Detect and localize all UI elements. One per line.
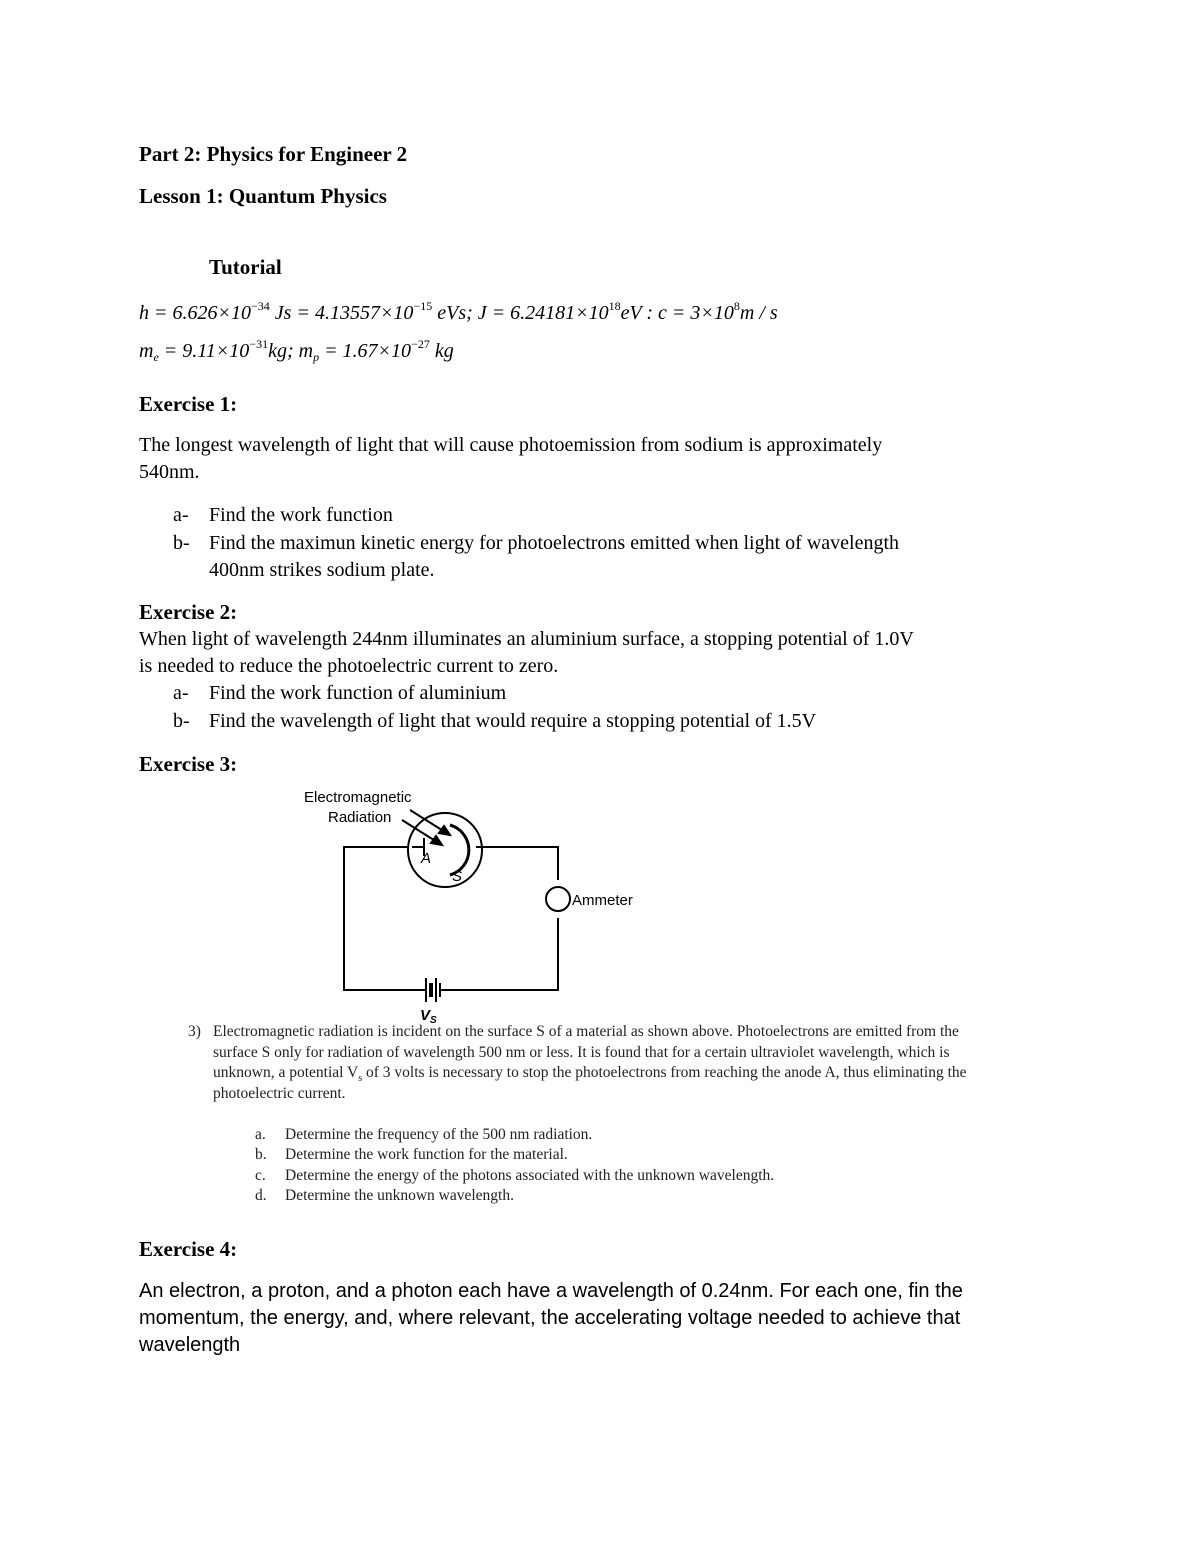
exponent: −15 bbox=[413, 299, 433, 313]
exercise-1-title: Exercise 1: bbox=[139, 392, 238, 416]
exercise-3-title: Exercise 3: bbox=[139, 752, 238, 776]
list-marker: b- bbox=[173, 710, 190, 732]
exercise-1-item-a: Find the work function bbox=[209, 504, 393, 526]
voltage-subscript: S bbox=[430, 1015, 437, 1025]
voltage-symbol: V bbox=[420, 1007, 431, 1024]
planck-constant: h = 6.626×10 bbox=[139, 302, 251, 324]
planck-ev: Js = 4.13557×10 bbox=[269, 302, 414, 324]
speed-unit: m / s bbox=[739, 302, 778, 324]
exercise-1-text-line-2: 540nm. bbox=[139, 461, 200, 483]
label-electromagnetic: Electromagnetic bbox=[304, 789, 412, 806]
label-anode: A bbox=[421, 850, 432, 867]
exercise-4-text: An electron, a proton, and a photon each have a wavelength of 0.24nm. For each one, fin the momentum, the energy, and, where relevant, the accelerating voltage needed to achieve that wavelength bbox=[139, 1280, 963, 1356]
exponent: −31 bbox=[249, 337, 269, 351]
exponent: 8 bbox=[733, 299, 740, 313]
exercise-2-text-line-1: When light of wavelength 244nm illuminates an aluminium surface, a stopping potential of 1.0V bbox=[139, 628, 914, 650]
exercise-3-number: 3) bbox=[188, 1023, 201, 1040]
exercise-3-text-line-3 bbox=[213, 1064, 967, 1084]
joule-conversion: eVs; J = 6.24181×10 bbox=[432, 302, 609, 324]
exercise-3-text-line-2: surface S only for radiation of wavelength 500 nm or less. It is found that for a certain ultraviolet wavelength, which is bbox=[213, 1044, 950, 1061]
exercise-2-text-line-2: is needed to reduce the photoelectric current to zero. bbox=[139, 655, 559, 677]
subscript: e bbox=[153, 350, 159, 364]
label-ammeter: Ammeter bbox=[572, 892, 633, 909]
phototube bbox=[408, 813, 482, 887]
exponent: −34 bbox=[251, 299, 270, 313]
mass-unit: kg bbox=[429, 340, 454, 362]
proton-mass-value: = 1.67×10 bbox=[319, 340, 412, 362]
text-fragment: unknown, a potential V bbox=[213, 1064, 359, 1081]
list-marker: d. bbox=[255, 1187, 267, 1204]
electron-mass-symbol: m bbox=[139, 340, 154, 362]
battery bbox=[426, 978, 440, 1002]
lesson-title: Lesson 1: Quantum Physics bbox=[139, 184, 387, 208]
list-marker: a- bbox=[173, 504, 189, 526]
ammeter bbox=[546, 887, 570, 911]
exercise-1-item-b: Find the maximun kinetic energy for photoelectrons emitted when light of wavelength bbox=[209, 532, 900, 554]
speed-of-light: eV : c = 3×10 bbox=[620, 302, 734, 324]
exercise-3-item-b: Determine the work function for the material. bbox=[285, 1146, 568, 1163]
exercise-3-text-line-1: Electromagnetic radiation is incident on the surface S of a material as shown above. Photoelectrons are emitted from the bbox=[213, 1023, 959, 1040]
exponent: 18 bbox=[608, 299, 621, 313]
exercise-2-item-a: Find the work function of aluminium bbox=[209, 682, 507, 704]
exercise-2-item-b: Find the wavelength of light that would require a stopping potential of 1.5V bbox=[209, 710, 817, 732]
text-fragment: of 3 volts is necessary to stop the photoelectrons from reaching the anode A, thus eliminating the bbox=[366, 1064, 967, 1081]
exercise-3-text-line-4: photoelectric current. bbox=[213, 1085, 346, 1102]
photoelectric-circuit-diagram bbox=[290, 780, 670, 1025]
constants-line-1 bbox=[139, 299, 778, 325]
exercise-1-text-line-1: The longest wavelength of light that will cause photoemission from sodium is approximately bbox=[139, 434, 883, 456]
exercise-2-title: Exercise 2: bbox=[139, 600, 238, 624]
exponent: −27 bbox=[411, 337, 430, 351]
exercise-3-item-c: Determine the energy of the photons associated with the unknown wavelength. bbox=[285, 1167, 775, 1184]
list-marker: c. bbox=[255, 1167, 266, 1184]
label-surface: S bbox=[452, 868, 463, 885]
exercise-3-item-a: Determine the frequency of the 500 nm radiation. bbox=[285, 1126, 593, 1143]
part-title: Part 2: Physics for Engineer 2 bbox=[139, 142, 408, 166]
exercise-4-title: Exercise 4: bbox=[139, 1237, 238, 1261]
exercise-3-item-d: Determine the unknown wavelength. bbox=[285, 1187, 514, 1204]
constants-line-2 bbox=[139, 337, 454, 364]
exercise-1-item-b-cont: 400nm strikes sodium plate. bbox=[209, 559, 435, 581]
list-marker: a- bbox=[173, 682, 189, 704]
label-radiation: Radiation bbox=[328, 809, 392, 826]
subscript: s bbox=[358, 1073, 363, 1085]
electron-mass-value: = 9.11×10 bbox=[158, 340, 250, 362]
list-marker: b. bbox=[255, 1146, 267, 1163]
tutorial-heading: Tutorial bbox=[209, 255, 282, 279]
list-marker: b- bbox=[173, 532, 190, 554]
proton-mass-symbol: kg; m bbox=[268, 340, 314, 362]
list-marker: a. bbox=[255, 1126, 266, 1143]
subscript: p bbox=[313, 350, 320, 364]
